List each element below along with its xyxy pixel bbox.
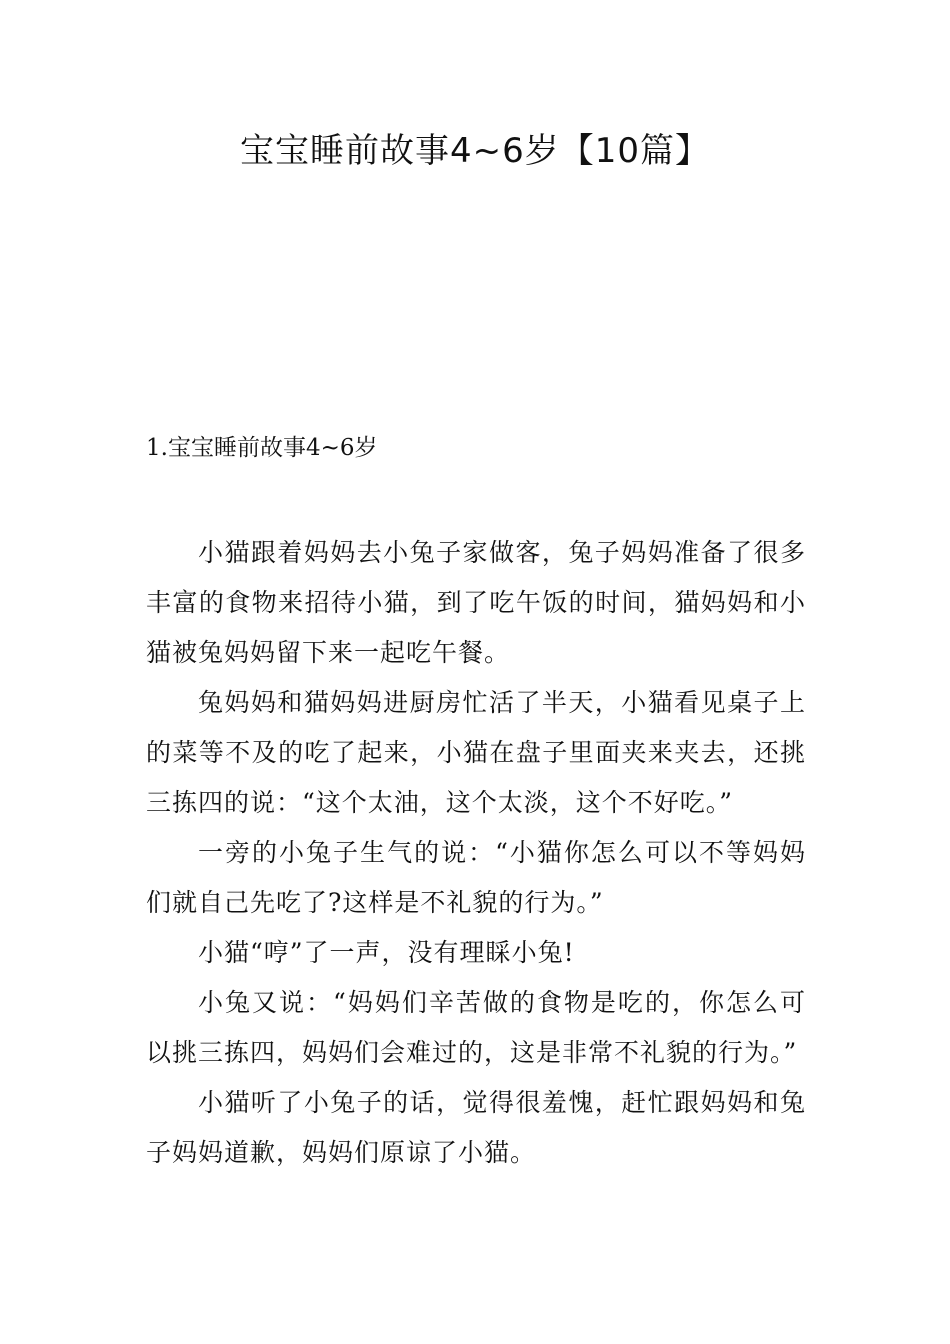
story-body bbox=[146, 528, 806, 1178]
story-paragraph: 小猫跟着妈妈去小兔子家做客，兔子妈妈准备了很多丰富的食物来招待小猫，到了吃午饭的时间，猫妈妈和小猫被兔妈妈留下来一起吃午餐。 bbox=[146, 538, 806, 667]
story-paragraph: 小猫“哼”了一声，没有理睬小兔! bbox=[198, 938, 575, 967]
section-heading: 1.宝宝睡前故事4~6岁 bbox=[146, 435, 378, 461]
story-paragraph: 兔妈妈和猫妈妈进厨房忙活了半天，小猫看见桌子上的菜等不及的吃了起来，小猫在盘子里面夹来夹去，还挑三拣四的说：“这个太油，这个太淡，这个不好吃。” bbox=[146, 688, 806, 817]
story-paragraph: 一旁的小兔子生气的说：“小猫你怎么可以不等妈妈们就自己先吃了?这样是不礼貌的行为。” bbox=[146, 838, 806, 917]
story-paragraph: 小猫听了小兔子的话，觉得很羞愧，赶忙跟妈妈和兔子妈妈道歉，妈妈们原谅了小猫。 bbox=[146, 1088, 806, 1167]
document-title: 宝宝睡前故事4~6岁【10篇】 bbox=[239, 131, 710, 171]
story-paragraph: 小兔又说：“妈妈们辛苦做的食物是吃的，你怎么可以挑三拣四，妈妈们会难过的，这是非常不礼貌的行为。” bbox=[146, 988, 806, 1067]
